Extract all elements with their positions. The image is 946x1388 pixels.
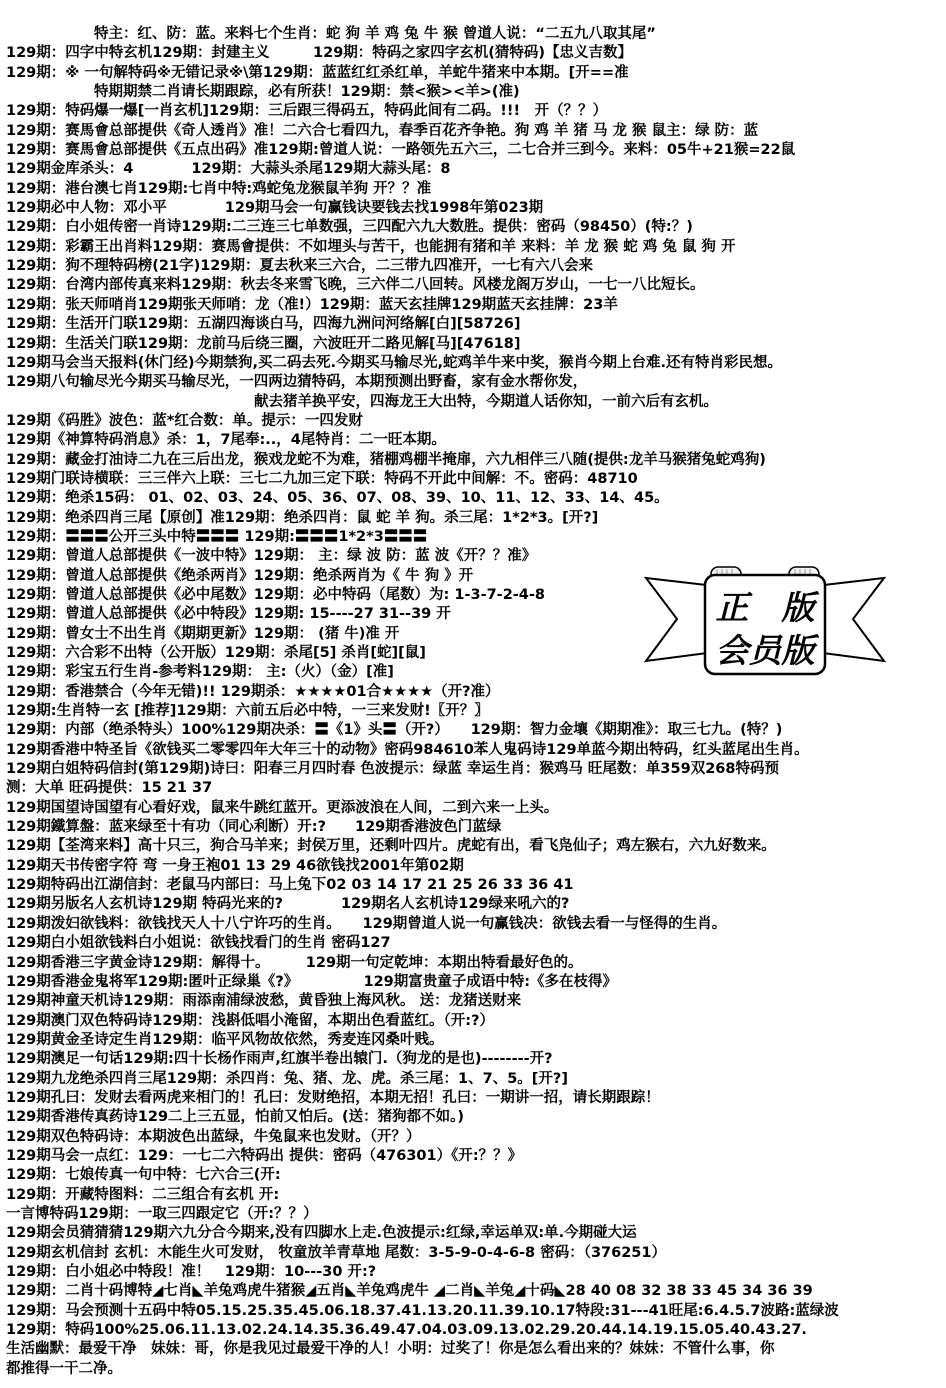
text-line: 129期：二肖十码博特◢七肖◣羊兔鸡虎牛猪猴◢五肖◣羊兔鸡虎牛 ◢二肖◣羊兔◢十码◣28 40 08 32 38 33 45 34 36 39 [6, 1283, 813, 1300]
text-line: 129期：开藏特图料：二三组合有玄机 开: [6, 1186, 280, 1203]
text-line: 129期：香港禁合（今年无错)!! 129期杀：★★★★01合★★★★（开?准） [6, 683, 500, 700]
text-line: 129期：张天师哨肖129期张天师哨：龙（准!）129期：蓝天玄挂牌129期蓝天玄挂牌：23羊 [6, 296, 618, 313]
text-line: 129期澳足一句话129期:四十长杨作雨声,红旗半卷出辕门.（狗龙的是也)--------开? [6, 1051, 553, 1068]
text-line: 129期：※ 一句解特码※无错记录※\第129期：蓝蓝红红杀红单，羊蛇牛猪来中本期。[开==准 [6, 64, 629, 81]
text-line: 129期必中人物：邓小平 129期马会一句赢钱诀要钱去找1998年第023期 [6, 200, 544, 217]
text-line: 129期：生活关门联129期：龙前马后绕三圈，六波旺开二路见解[马][47618] [6, 335, 521, 352]
text-line: 129期孔曰：发财去看两虎来相门的！孔曰：发财绝招，本期无招！孔曰：一期讲一招，请长期跟踪！ [6, 1089, 660, 1106]
text-line: 129期：六合彩不出特（公开版）129期：杀尾[5] 杀肖[蛇][鼠] [6, 645, 426, 661]
badge-top-label: 正 版 [715, 588, 815, 627]
text-line: 129期：白小姐必中特段！准！ 129期：10---30 开:? [6, 1264, 377, 1280]
text-line: 129期：特码100%25.06.11.13.02.24.14.35.36.49.47.04.03.09.13.02.29.20.44.14.19.15.05.40.43.27. [6, 1322, 807, 1339]
text-line: 129期：赛馬會总部提供《五点出码》准129期:曾道人说：一路领先五六三，二七合并三到今。来料：05牛+21猴=22鼠 [6, 142, 796, 159]
document-lines [0, 25, 946, 1379]
text-line: 129期九龙绝杀四肖三尾129期：杀四肖：兔、猪、龙、虎。杀三尾：1、7、5。[开?] [6, 1070, 568, 1087]
text-line: 129期香港中特圣旨《欲钱买二零零四年大年三十的动物》密码984610苯人鬼码诗129单蓝今期出特码，红头蓝尾出生肖。 [6, 741, 809, 758]
text-line: 129期香港三字黄金诗129期：解得十。 129期一句定乾坤：本期出特看最好色的。 [6, 954, 583, 971]
text-line: 129期：四字中特玄机129期：封建主义 129期：特码之家四字玄机(猜特码)【忠义吉数】 [6, 45, 633, 62]
text-line: 129期：狗不理特码榜(21字)129期：夏去秋来三六合，二三带九四准开，一七有六八会来 [6, 258, 593, 275]
text-line: 129期八句输尽光今期买马输尽光，一四两边猜特码，本期预测出野畜，家有金水帮你发， [6, 374, 588, 391]
text-line: 129期特码出江湖信封：老鼠马内部曰：马上兔下02 03 14 17 21 25 26 33 36 41 [6, 877, 574, 894]
text-line: 129期【荃湾来料】高十只三，狗合马羊来；封侯万里，还剩叶四片。虎蛇有出，看飞凫仙子；鸡左猴右，六九好数来。 [6, 838, 776, 855]
text-line: 129期：曾道人总部提供《绝杀两肖》129期：绝杀两肖为《 牛 狗 》开 [6, 567, 474, 584]
text-line: 129期马会一点红：129：一七二六特码出 提供：密码（476301）《开:？？》 [6, 1147, 523, 1164]
text-line: 129期:生肖特一玄 [推荐]129期：六前五后必中特，一三来发财!〖开？〗 [6, 703, 489, 720]
ribbon-icon [641, 564, 889, 678]
member-edition-badge [641, 564, 889, 678]
text-line: 129期：台湾内部传真来料129期：秋去冬来雪飞晚，三六伴二八回转。风楼龙阁万岁山，一七一八比短长。 [6, 277, 705, 294]
text-line: 129期白小姐欲钱料白小姐说：欲钱找看门的生肖 密码127 [6, 935, 391, 952]
text-line: 129期：绝杀15码： 01、02、03、24、05、36、07、08、39、10、11、12、33、14、45。 [6, 490, 669, 507]
text-line: 129期白姐特码信封(第129期)诗曰：阳春三月四时春 色波提示：绿蓝 幸运生肖：猴鸡马 旺尾数：单359双268特码预 [6, 761, 779, 778]
text-line: 129期黄金圣诗定生肖129期：临平风物故依然，秀麦连冈桑叶贱。 [6, 1031, 444, 1048]
text-line: 129期：白小姐传密一肖诗129期:二三连三七单数强，三四配六九大数胜。提供：密码（98450）(特:？) [6, 219, 693, 236]
text-line: 129期：曾道人总部提供《一波中特》129期： 主：绿 波 防：蓝 波《开？？准》 [6, 548, 537, 565]
text-line: 一言博特码129期：一取三四跟定它（开:？？） [6, 1205, 318, 1222]
text-line: 都推得一干二净。 [6, 1360, 122, 1377]
text-line: 129期：内部（绝杀特头）100%129期决杀：〓《1》头〓（开?） 129期：智力金壤《期期准》：取三七九。(特？) [6, 722, 783, 739]
text-line: 特期期禁二肖请长期跟踪，必有所获！129期：禁<猴><羊>(准) [94, 84, 520, 101]
text-line: 129期马会当天报料(休门经)今期禁狗,买二码去死.今期买马输尽光,蛇鸡羊牛来中奖，猴肖今期上台难.还有特肖彩民想。 [6, 354, 783, 371]
text-line: 129期：曾道人总部提供《必中尾数》129期：必中特码（尾数）为: 1-3-7-2-4-8 [6, 586, 546, 603]
text-line: 129期：七娘传真一句中特：七六合三(开: [6, 1167, 281, 1184]
text-line: 特主：红、防：蓝。来料七个生肖：蛇 狗 羊 鸡 兔 牛 猴 曾道人说：“二五九八取其尾” [94, 26, 656, 42]
text-line: 129期：生活开门联129期：五湖四海谈白马，四海九洲问河络解[白][58726] [6, 316, 521, 333]
text-line: 测：大单 旺码提供：15 21 37 [6, 780, 213, 797]
text-line: 生活幽默：最爱干净 妹妹：哥，你是我见过最爱干净的人！小明：过奖了！你是怎么看出来的？妹妹：不管什么事，你 [6, 1341, 775, 1358]
text-line: 129期：彩霸王出肖料129期：赛馬會提供：不如埋头与苦干，也能拥有猪和羊 来料：羊 龙 猴 蛇 鸡 兔 鼠 狗 开 [6, 238, 736, 255]
text-line: 129期另版名人玄机诗129期 特码光来的? 129期名人玄机诗129绿来吼六的? [6, 896, 570, 913]
text-line: 129期金库杀头：4 129期：大蒜头杀尾129期大蒜头尾：8 [6, 161, 451, 178]
text-line: 献去猪羊换平安，四海龙王大出特，今期道人话你知，一前六后有玄机。 [254, 393, 718, 410]
text-line: 129期天书传密字符 弯 一身王袍01 13 29 46欲钱找2001年第02期 [6, 857, 464, 874]
text-line: 129期：特码爆一爆[一肖玄机]129期：三后跟三得码五，特码此间有二码。!!! 开（？？） [6, 103, 608, 120]
text-line: 129期：〓〓〓公开三头中特〓〓〓 129期:〓〓〓1*2*3〓〓〓 [6, 528, 428, 545]
text-line: 129期《码胜》波色：蓝*红合数：单。提示：一四发财 [6, 412, 363, 429]
text-line: 129期会员猜猜猜129期六九分合今期来,没有四脚水上走.色波提示:红绿,幸运单双:单.今期碰大运 [6, 1225, 637, 1242]
text-line: 129期：曾女士不出生肖《期期更新》129期： (猪 牛)准 开 [6, 625, 400, 642]
text-line: 129期：彩宝五行生肖-参考料129期： 主:（火）（金）[准] [6, 664, 394, 681]
text-line: 129期：赛馬會总部提供《奇人透肖》准！二六合七看四九，春季百花齐争艳。狗 鸡 羊 猪 马 龙 猴 鼠主：绿 防：蓝 [6, 122, 759, 139]
text-line: 129期香港金鬼将军129期:匿叶正绿巢《?》 129期富贵童子成语中特:《多在枝得》 [6, 973, 618, 990]
text-line: 129期：绝杀四肖三尾【原创】准129期：绝杀四肖：鼠 蛇 羊 狗。杀三尾：1*2*3。[开?] [6, 509, 599, 526]
text-line: 129期《神算特码消息》杀：1，7尾奉:..，4尾特肖：二一旺本期。 [6, 432, 446, 449]
text-line: 129期玄机信封 玄机：木能生火可发财， 牧童放羊青草地 尾数：3-5-9-0-4-6-8 密码：（376251） [6, 1244, 666, 1261]
text-line: 129期：藏金打油诗二九在三后出龙，猴戏龙蛇不为难，猪棚鸡棚半掩扉，六九相伴三八随(提供:龙羊马猴猪兔蛇鸡狗) [6, 451, 766, 468]
text-line: 129期神童天机诗129期：雨添南浦绿波愁，黄昏独上海风秋。 送：龙猪送财来 [6, 993, 522, 1010]
text-line: 129期泼妇欲钱料：欲钱找天人十八宁许巧的生肖。 129期曾道人说一句赢钱决：欲钱去看一与怪得的生肖。 [6, 915, 727, 932]
text-line: 129期香港传真药诗129二上三五显，怕前又怕后。(送：猪狗都不如。) [6, 1109, 465, 1126]
text-line: 129期双色特码诗：本期波色出蓝绿，牛兔鼠来也发财。（开？） [6, 1128, 421, 1145]
text-line: 129期：马会预测十五码中特05.15.25.35.45.06.18.37.41.13.20.11.39.10.17特段:31---41旺尾:6.4.5.7波路:蓝绿波 [6, 1302, 839, 1319]
text-line: 129期门联诗横联：三三伴六上联：三七二九加三定下联：特码不开此中间解：不。密码：48710 [6, 470, 638, 487]
badge-bottom-label: 会员版 [715, 631, 815, 670]
text-line: 129期：港台澳七肖129期:七肖中特:鸡蛇兔龙猴鼠羊狗 开？？准 [6, 180, 432, 197]
text-line: 129期国望诗国望有心看好戏，鼠来牛跳红蓝开。更添波浪在人间，二到六来一上头。 [6, 799, 559, 816]
text-line: 129期澳门双色特码诗129期：浅斟低唱小淹留，本期出色看蓝红。（开:?） [6, 1012, 494, 1029]
text-line: 129期鐵算盤：蓝来绿至十有功（同心利断）开:? 129期香港波色门蓝绿 [6, 819, 502, 836]
text-line: 129期：曾道人总部提供《必中特段》129期: 15----27 31--39 开 [6, 606, 451, 623]
